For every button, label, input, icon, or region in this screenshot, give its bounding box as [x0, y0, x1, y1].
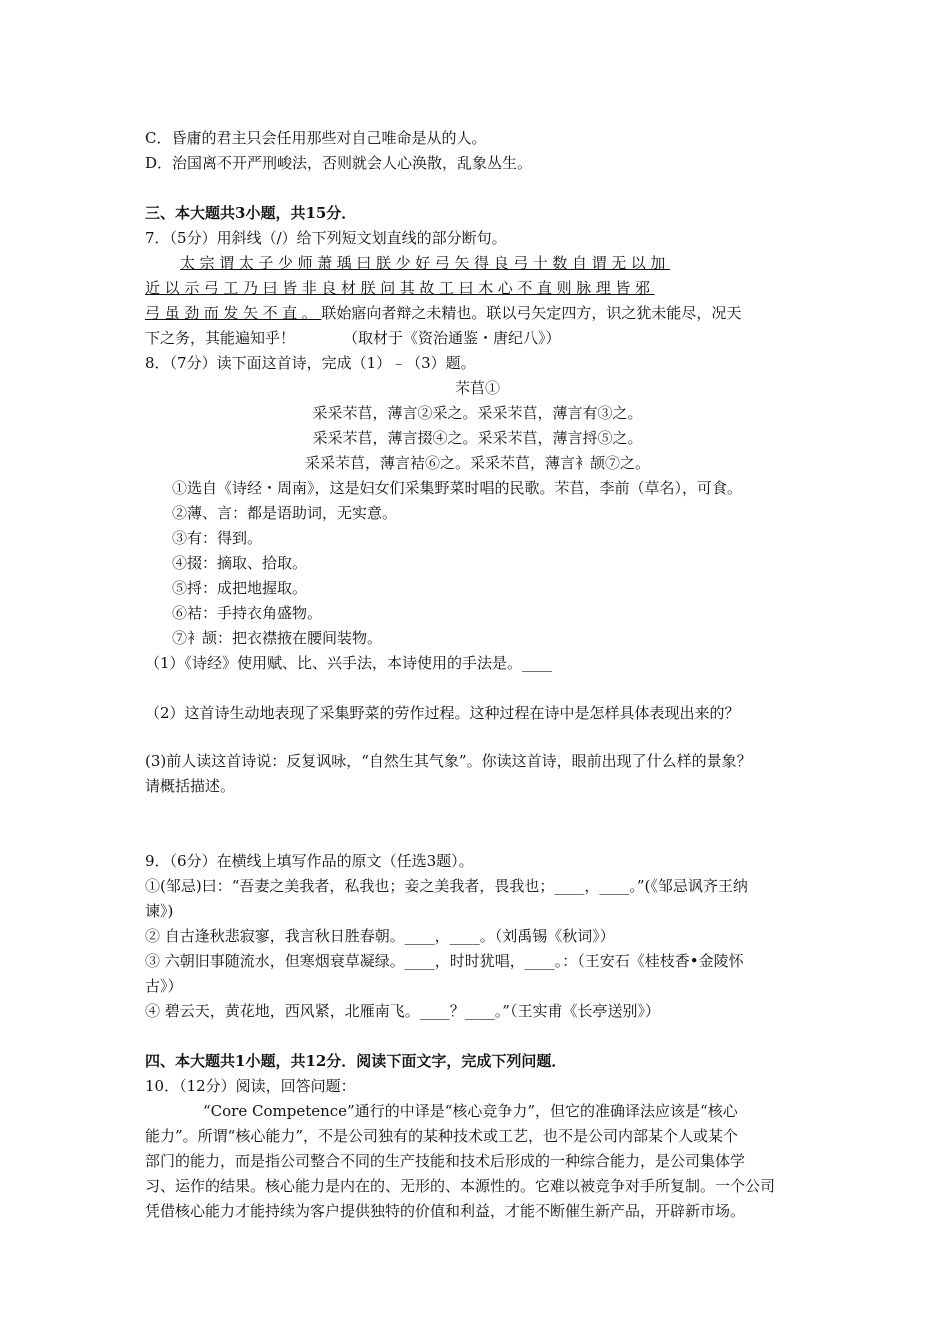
- note-6: ⑥袺：手持衣角盛物。: [172, 604, 323, 622]
- q7-line-3: [145, 303, 741, 323]
- note-1: ①选自《诗经・周南》，这是妇女们采集野菜时唱的民歌。芣苢，李前（草名），可食。: [172, 479, 743, 497]
- q8-sub-3-line-2: 请概括描述。: [145, 777, 236, 795]
- section-4-heading: 四、本大题共1小题，共12分．阅读下面文字，完成下列问题．: [145, 1052, 567, 1070]
- option-d: D．治国离不开严刑峻法，否则就会人心涣散，乱象丛生。: [145, 154, 533, 172]
- q8-stem: 8．（7分）读下面这首诗，完成（1）﹣（3）题。: [145, 354, 476, 372]
- q8-sub-3-line-1: (3)前人读这首诗说：反复讽咏，“自然生其气象”。你读这首诗，眼前出现了什么样的景象？: [145, 752, 752, 770]
- q9-item-4: ④ 碧云天，黄花地，西风紧，北雁南飞。____？____。”（王实甫《长亭送别》）: [145, 1002, 660, 1020]
- q9-stem: 9．（6分）在横线上填写作品的原文（任选3题）。: [145, 852, 474, 870]
- note-2: ②薄、言：都是语助词，无实意。: [172, 504, 398, 522]
- q7-line-3-rest: 联始寤向者辩之未精也。联以弓矢定四方，识之犹未能尽，况天: [321, 304, 742, 322]
- poem-line-2: 采采芣苢，薄言掇④之。采采芣苢，薄言捋⑤之。: [312, 429, 643, 447]
- note-3: ③有：得到。: [172, 529, 263, 547]
- q7-source: （取材于《资治通鉴・唐纪八》）: [343, 329, 561, 347]
- q7-underlined-line-3: 弓虽劲而发矢不直。: [145, 304, 322, 322]
- q9-item-3-cont: 古》）: [145, 977, 183, 995]
- note-7: ⑦衤颉：把衣襟掖在腰间装物。: [172, 629, 383, 647]
- q10-stem: 10．（12分）阅读，回答问题：: [145, 1077, 356, 1095]
- q8-sub-2: （2）这首诗生动地表现了采集野菜的劳作过程。这种过程在诗中是怎样具体表现出来的？: [145, 704, 740, 722]
- q9-item-3: ③ 六朝旧事随流水，但寒烟衰草凝绿。____，时时犹唱，____。：（王安石《桂枝香•金陵怀: [145, 952, 744, 970]
- q8-sub-1: （1）《诗经》使用赋、比、兴手法，本诗使用的手法是。____: [145, 654, 553, 672]
- q9-item-1-cont: 谏》): [145, 902, 174, 920]
- poem-line-1: 采采芣苢，薄言②采之。采采芣苢，薄言有③之。: [312, 404, 643, 422]
- q10-para-line-1: “Core Competence”通行的中译是“核心竞争力”，但它的准确译法应该是“核心: [203, 1102, 738, 1120]
- poem-title: 芣苢①: [454, 379, 500, 397]
- q9-item-1: ①(邹忌)曰：“吾妻之美我者，私我也；妾之美我者，畏我也；____，____。”(《邹忌讽齐王纳: [145, 877, 748, 895]
- q10-para-line-3: 部门的能力，而是指公司整合不同的生产技能和技术后形成的一种综合能力，是公司集体学: [145, 1152, 746, 1170]
- option-c: C．昏庸的君主只会任用那些对自己唯命是从的人。: [145, 129, 487, 147]
- q10-para-line-4: 习、运作的结果。核心能力是内在的、无形的、本源性的。它难以被竞争对手所复制。一个公司: [145, 1177, 776, 1195]
- q7-underlined-line-2: 近以示弓工乃曰皆非良材朕问其故工曰木心不直则脉理皆邪: [145, 279, 655, 297]
- q10-para-line-2: 能力”。所谓“核心能力”，不是公司独有的某种技术或工艺，也不是公司内部某个人或某个: [145, 1127, 739, 1145]
- q9-item-2: ② 自古逢秋悲寂寥，我言秋日胜春朝。____，____。（刘禹锡《秋词》）: [145, 927, 615, 945]
- q7-line-4: [145, 328, 561, 348]
- q7-underlined-line-1: 太宗谓太子少师萧瑀曰朕少好弓矢得良弓十数自谓无以加: [180, 254, 671, 272]
- poem-line-3: 采采芣苢，薄言袺⑥之。采采芣苢，薄言衤颉⑦之。: [304, 454, 650, 472]
- note-4: ④掇：摘取、拾取。: [172, 554, 308, 572]
- note-5: ⑤捋：成把地握取。: [172, 579, 308, 597]
- q7-line-4-text: 下之务，其能遍知乎！: [145, 329, 296, 347]
- section-3-heading: 三、本大题共3小题，共15分．: [145, 204, 357, 222]
- q10-para-line-5: 凭借核心能力才能持续为客户提供独特的价值和利益，才能不断催生新产品，开辟新市场。: [145, 1202, 746, 1220]
- q7-stem: 7．（5分）用斜线（/）给下列短文划直线的部分断句。: [145, 229, 507, 247]
